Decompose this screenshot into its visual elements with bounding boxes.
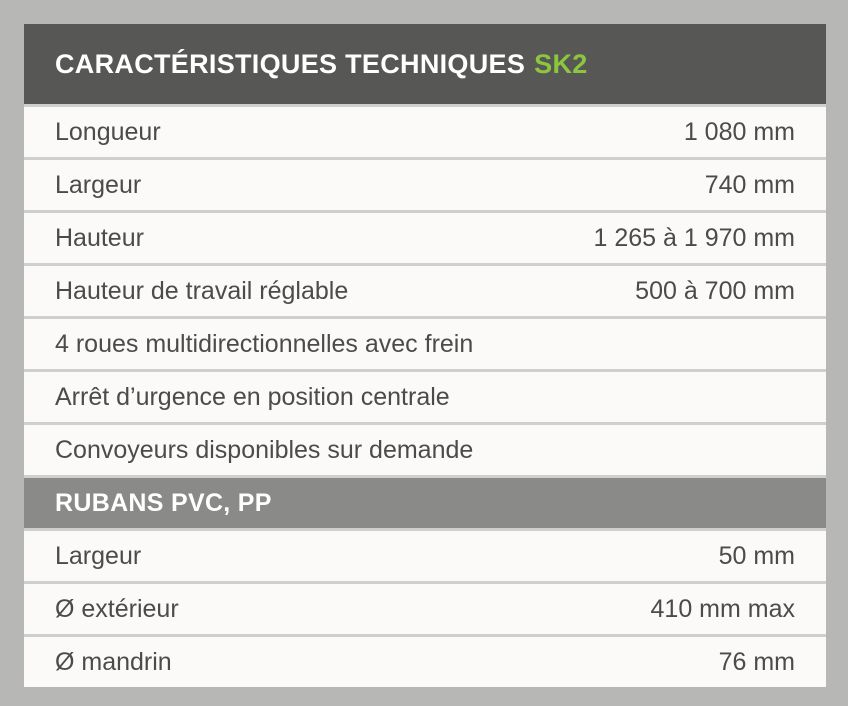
section-header-primary	[24, 24, 826, 104]
section-header-title: CARACTÉRISTIQUES TECHNIQUES	[55, 48, 526, 79]
row-value: 500 à 700 mm	[635, 276, 795, 305]
row-label: Largeur	[55, 541, 142, 570]
table-row	[24, 637, 826, 687]
row-label: Largeur	[55, 170, 142, 199]
table-row	[24, 213, 826, 263]
table-row	[24, 266, 826, 316]
row-label: Hauteur de travail réglable	[55, 276, 349, 305]
row-label: 4 roues multidirectionnelles avec frein	[55, 329, 474, 358]
row-value: 50 mm	[718, 541, 795, 570]
row-label: Arrêt d’urgence en position centrale	[55, 382, 450, 411]
table-row	[24, 372, 826, 422]
row-value: 1 080 mm	[683, 117, 795, 146]
table-row	[24, 107, 826, 157]
table-row	[24, 584, 826, 634]
section-header-secondary	[24, 478, 826, 528]
row-label: Ø mandrin	[55, 647, 172, 676]
row-label: Hauteur	[55, 223, 144, 252]
table-row	[24, 319, 826, 369]
row-label: Longueur	[55, 117, 161, 146]
table-row	[24, 425, 826, 475]
row-value: 740 mm	[704, 170, 795, 199]
table-row	[24, 160, 826, 210]
row-label: Ø extérieur	[55, 594, 179, 623]
table-row	[24, 531, 826, 581]
subheader-title: RUBANS PVC, PP	[55, 488, 272, 517]
model-badge: SK2	[534, 48, 588, 79]
row-value: 1 265 à 1 970 mm	[593, 223, 795, 252]
row-value: 76 mm	[718, 647, 795, 676]
spec-table	[24, 24, 826, 687]
row-label: Convoyeurs disponibles sur demande	[55, 435, 474, 464]
row-value: 410 mm max	[650, 594, 795, 623]
